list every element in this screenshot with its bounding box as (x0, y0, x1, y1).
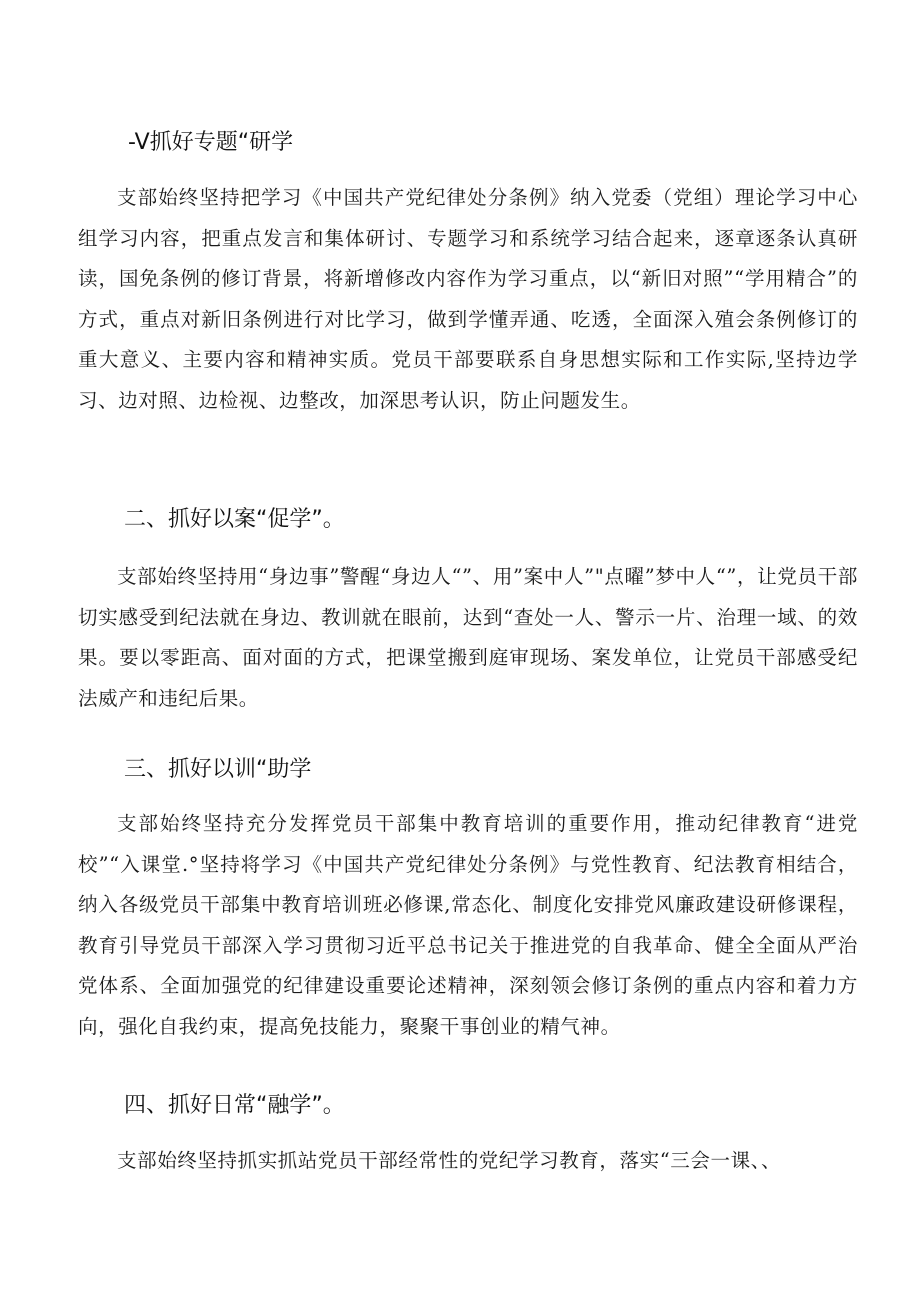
section-4-paragraph: 支部始终坚持抓实抓站党员干部经常性的党纪学习教育，落实“三会一课、、 (117, 1149, 782, 1172)
section-2-heading: 二、抓好以案“促学”。 (124, 507, 345, 532)
section-1-paragraph: 支部始终坚持把学习《中国共产党纪律处分条例》纳入党委（党组）理论学习中心组学习内容，把重点发言和集体研讨、专题学习和系统学习结合起来，逐章逐条认真研读，国免条例的修订背景，将新增修改内容作为学习重点，以“新旧对照”“学用精合”的方式，重点对新旧条例进行对比学习，做到学懂弄通、吃透，全面深入殖会条例修订的重大意义、主要内容和精神实质。党员干部要联系自身思想实际和工作实际,坚持边学习、边对照、边检视、边整改，加深思考认识，防止问题发生。 (78, 186, 858, 412)
section-1-heading: -V抓好专题“研学 (128, 130, 294, 155)
section-2-paragraph: 支部始终坚持用“身边事”警醒“身边人“”、用”案中人”"点曜”梦中人“”，让党员干部切实感受到纪法就在身边、教训就在眼前，达到“查处一人、警示一片、治理一域、的效果。要以零距高、面对面的方式，把课堂搬到庭审现场、案发单位，让党员干部感受纪法威产和违纪后果。 (78, 565, 858, 710)
section-4-heading: 四、抓好日常“融学”。 (124, 1093, 345, 1118)
section-3-paragraph: 支部始终坚持充分发挥党员干部集中教育培训的重要作用，推动纪律教育“进党校”“入课堂.°坚持将学习《中国共产党纪律处分条例》与党性教育、纪法教育相结合，纳入各级党员干部集中教育培训班必修课,常态化、制度化安排党风廉政建设研修课程，教育引导党员干部深入学习贯彻习近平总书记关于推进党的自我革命、健全全面从严治党体系、全面加强党的纪律建设重要论述精神，深刻领会修订条例的重点内容和着力方向，强化自我约束，提高免技能力，聚聚干事创业的精气神。 (78, 812, 858, 1038)
section-3-heading: 三、抓好以训“助学 (124, 757, 312, 782)
